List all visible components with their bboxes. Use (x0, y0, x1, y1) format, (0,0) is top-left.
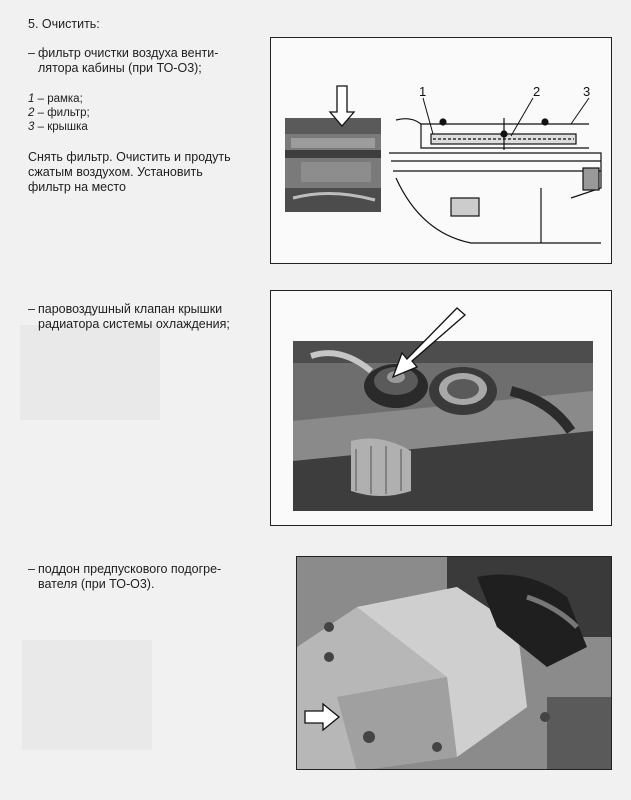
item-1-line-1 (28, 46, 268, 61)
instruction-line-3: фильтр на место (28, 180, 126, 194)
callout-3: 3 (583, 84, 591, 99)
item-2-text (28, 302, 268, 332)
figure-2-photo (271, 291, 612, 526)
item-1-line-1-text: фильтр очистки воздуха венти- (38, 46, 219, 60)
item-3-dash: – (28, 562, 35, 576)
item-3-line-2: вателя (при ТО-О3). (38, 577, 155, 591)
legend-num-1: 1 (28, 93, 35, 105)
legend-label-1: – рамка; (34, 93, 83, 105)
figure-3-frame (296, 556, 612, 770)
figure-3-photo (297, 557, 612, 770)
legend-row-2 (28, 106, 90, 120)
item-2-line-2: радиатора системы охлаждения; (38, 317, 230, 331)
callout-2: 2 (533, 84, 541, 99)
item-3-line-1 (28, 562, 268, 577)
section-heading: 5. Очистить: (28, 17, 100, 31)
figure-1-drawing (271, 38, 612, 264)
item-1-line-2: лятора кабины (при ТО-О3); (38, 61, 202, 75)
callout-1: 1 (419, 84, 427, 99)
figure-1-frame (270, 37, 612, 264)
item-2-line-1 (28, 302, 268, 317)
legend-num-3: 3 (28, 121, 35, 133)
filter-cross-section (389, 118, 601, 243)
ghost-block-2 (22, 640, 152, 750)
item-1-legend (28, 92, 90, 134)
legend-label-2: – фильтр; (34, 107, 90, 119)
legend-label-3: – крышка (34, 121, 88, 133)
item-2-dash: – (28, 302, 35, 316)
item-1-dash: – (28, 46, 35, 60)
instruction-line-2: сжатым воздухом. Установить (28, 165, 203, 179)
figure-2-frame (270, 290, 612, 526)
legend-num-2: 2 (28, 107, 35, 119)
item-3-text (28, 562, 268, 592)
instruction-line-1: Снять фильтр. Очистить и продуть (28, 150, 231, 164)
legend-row-1 (28, 92, 90, 106)
item-2-line-1-text: паровоздушный клапан крышки (38, 302, 223, 316)
item-3-line-1-text: поддон предпускового подогре- (38, 562, 222, 576)
ghost-block-1 (20, 325, 160, 420)
item-1-text (28, 46, 268, 76)
item-1-instruction (28, 150, 231, 195)
legend-row-3 (28, 120, 90, 134)
